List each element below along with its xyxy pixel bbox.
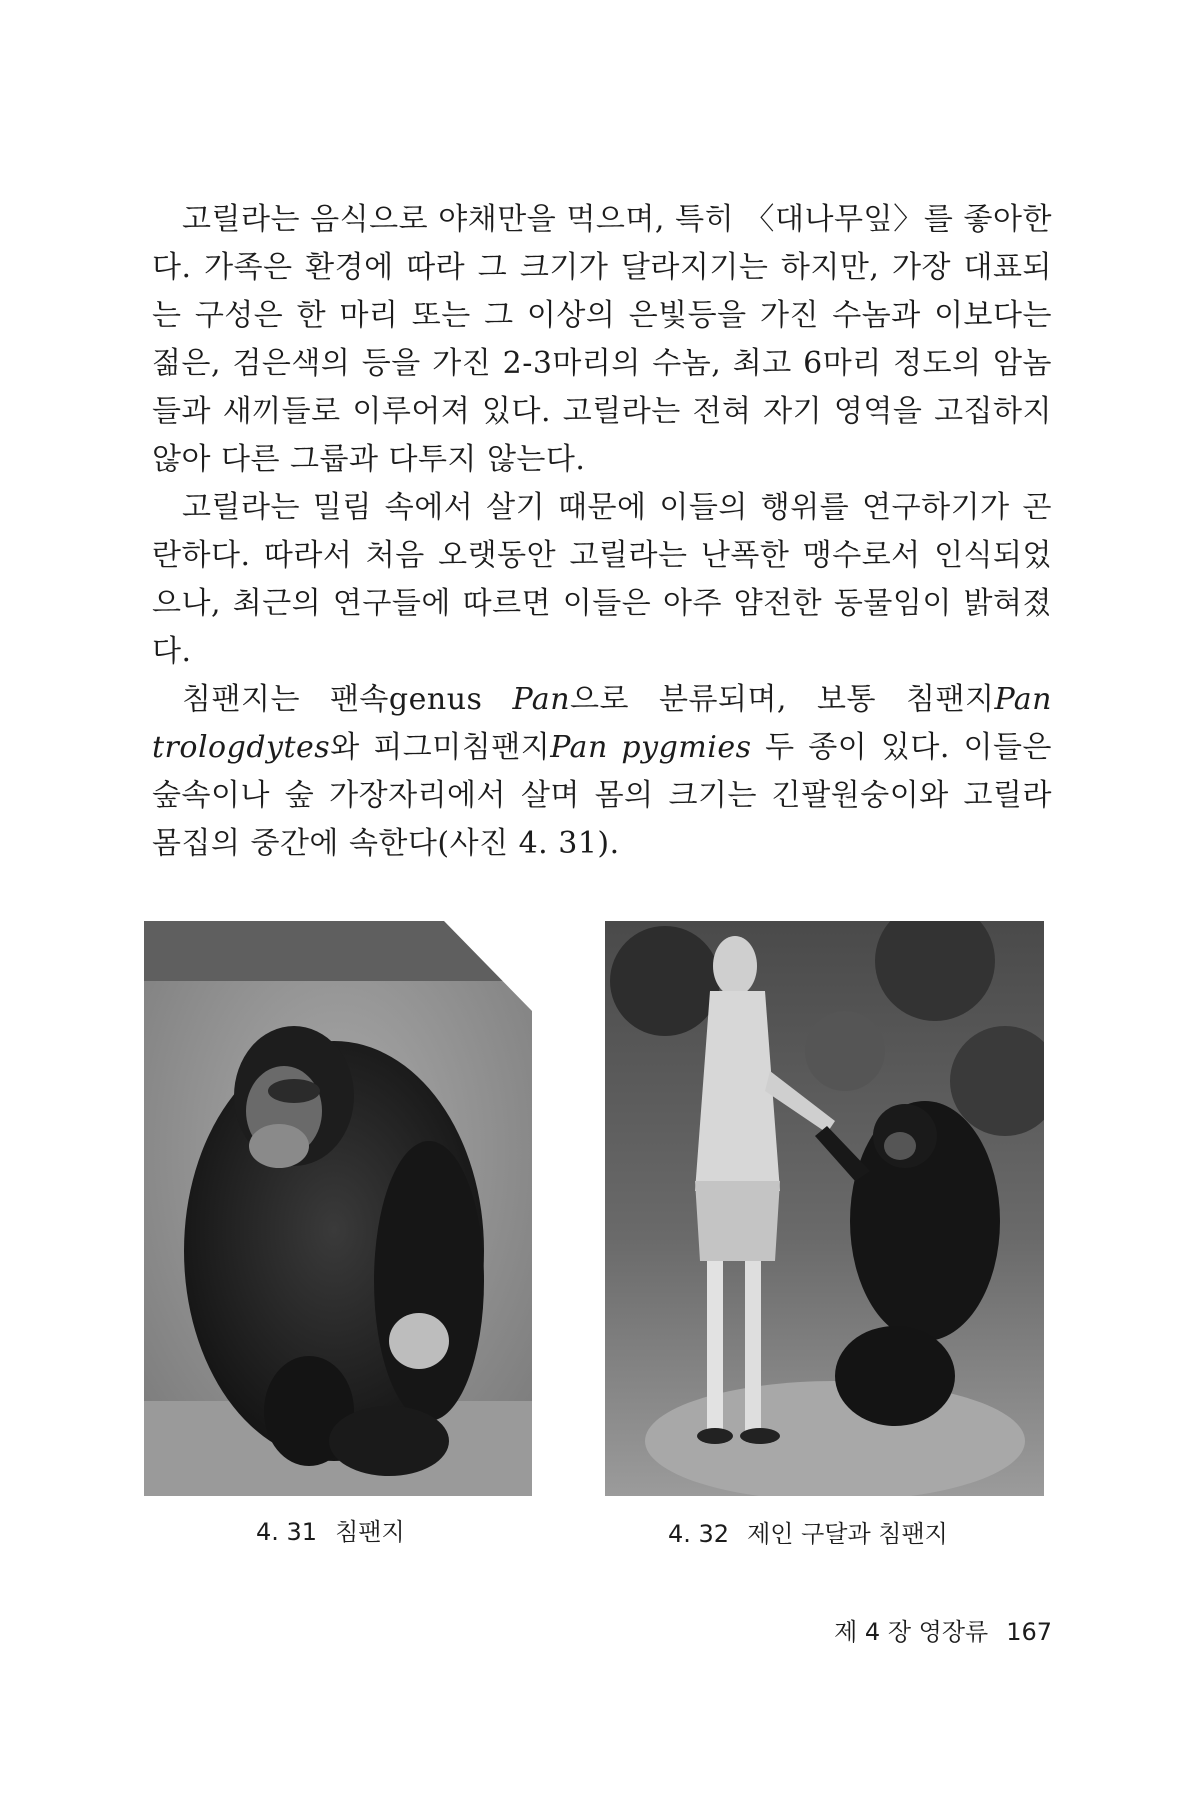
jane-goodall-chimpanzee-photo <box>605 921 1044 1496</box>
body-text <box>152 196 1052 868</box>
figure-number: 4. 32 <box>668 1520 730 1548</box>
figure-caption-4-32 <box>668 1514 948 1549</box>
genus-pan: Pan <box>512 682 571 717</box>
para-text-2: 으로 분류되며, 보통 침팬지 <box>570 682 995 717</box>
figure-caption-text: 침팬지 <box>335 1518 405 1546</box>
para-text-3: 와 피그미침팬지 <box>330 730 551 765</box>
chimpanzee-photo <box>144 921 532 1496</box>
chimpanzee-illustration <box>144 921 532 1496</box>
species-common-chimpanzee: Pan trologdytes <box>152 682 1052 765</box>
para-text-4: 두 종이 있다. 이들은 숲속이나 숲 가장자리에서 살며 몸의 크기는 긴팔원숭이와 고릴라 몸집의 중간에 속한다(사진 4. 31). <box>152 730 1052 861</box>
paragraph-chimpanzee-intro <box>152 676 1052 868</box>
genus-term: genus <box>388 682 483 717</box>
page-number: 167 <box>1006 1618 1052 1646</box>
paragraph-gorilla-research: 고릴라는 밀림 속에서 살기 때문에 이들의 행위를 연구하기가 곤란하다. 따라서 처음 오랫동안 고릴라는 난폭한 맹수로서 인식되었으나, 최근의 연구들에 따르면 이들은 아주 얌전한 동물임이 밝혀졌다. <box>152 490 1052 669</box>
paragraph-gorilla-diet: 고릴라는 음식으로 야채만을 먹으며, 특히 〈대나무잎〉를 좋아한다. 가족은 환경에 따라 그 크기가 달라지기는 하지만, 가장 대표되는 구성은 한 마리 또는 그 이상의 은빛등을 가진 수놈과 이보다는 젊은, 검은색의 등을 가진 2-3마리의 수놈, 최고 6마리 정도의 암놈들과 새끼들로 이루어져 있다. 고릴라는 전혀 자기 영역을 고집하지 않아 다른 그룹과 다투지 않는다. <box>152 202 1052 477</box>
para-text-1: 침팬지는 팬속 <box>182 682 389 717</box>
chapter-title: 제 4 장 영장류 <box>834 1618 989 1646</box>
running-footer <box>834 1612 1052 1647</box>
figure-caption-4-31 <box>256 1512 405 1547</box>
jane-goodall-illustration <box>605 921 1044 1496</box>
figure-number: 4. 31 <box>256 1518 318 1546</box>
figure-caption-text: 제인 구달과 침팬지 <box>747 1520 948 1548</box>
species-pygmy-chimpanzee: Pan pygmies <box>550 730 752 765</box>
